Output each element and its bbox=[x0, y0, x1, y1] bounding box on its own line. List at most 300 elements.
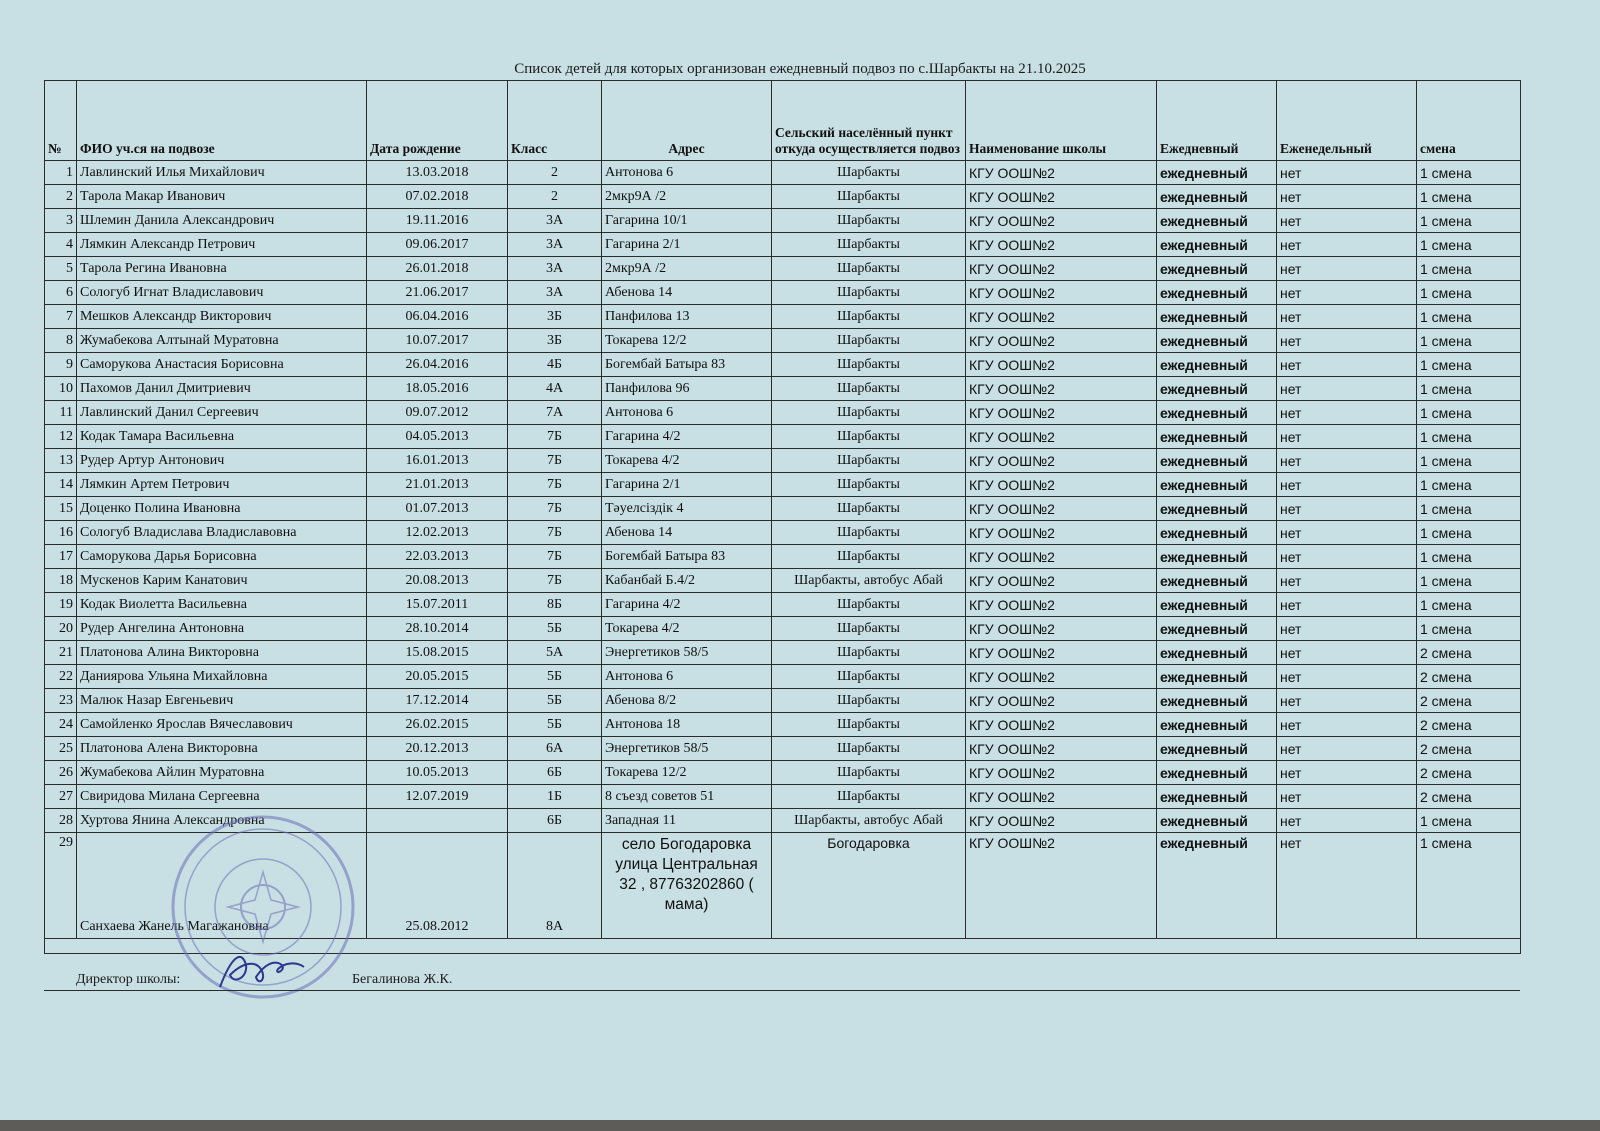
table-row bbox=[45, 425, 1521, 449]
row-birth: 13.03.2018 bbox=[367, 161, 508, 185]
row-address: Антонова 18 bbox=[602, 713, 772, 737]
row-class: 7Б bbox=[508, 449, 602, 473]
row-address: Гагарина 4/2 bbox=[602, 593, 772, 617]
row-weekly: нет bbox=[1277, 785, 1417, 809]
row-class: 7Б bbox=[508, 569, 602, 593]
row-address: 8 съезд советов 51 bbox=[602, 785, 772, 809]
row-shift: 1 смена bbox=[1417, 593, 1521, 617]
row-locality: Шарбакты bbox=[772, 593, 966, 617]
row-birth: 25.08.2012 bbox=[367, 833, 508, 939]
row-class: 6А bbox=[508, 737, 602, 761]
row-locality: Шарбакты bbox=[772, 185, 966, 209]
row-weekly: нет bbox=[1277, 353, 1417, 377]
row-num: 10 bbox=[45, 377, 77, 401]
row-class: 8Б bbox=[508, 593, 602, 617]
row-school: КГУ ООШ№2 bbox=[966, 617, 1157, 641]
row-class: 7Б bbox=[508, 473, 602, 497]
row-weekly: нет bbox=[1277, 161, 1417, 185]
row-weekly: нет bbox=[1277, 713, 1417, 737]
row-fio: Кодак Виолетта Васильевна bbox=[77, 593, 367, 617]
row-num: 15 bbox=[45, 497, 77, 521]
row-school: КГУ ООШ№2 bbox=[966, 665, 1157, 689]
row-fio: Кодак Тамара Васильевна bbox=[77, 425, 367, 449]
row-fio: Малюк Назар Евгеньевич bbox=[77, 689, 367, 713]
row-fio: Даниярова Ульяна Михайловна bbox=[77, 665, 367, 689]
row-shift: 1 смена bbox=[1417, 377, 1521, 401]
row-weekly: нет bbox=[1277, 185, 1417, 209]
row-class: 6Б bbox=[508, 761, 602, 785]
row-birth: 16.01.2013 bbox=[367, 449, 508, 473]
table-row bbox=[45, 305, 1521, 329]
row-num: 24 bbox=[45, 713, 77, 737]
row-num: 21 bbox=[45, 641, 77, 665]
row-daily: ежедневный bbox=[1157, 521, 1277, 545]
row-locality: Шарбакты, автобус Абай bbox=[772, 809, 966, 833]
row-school: КГУ ООШ№2 bbox=[966, 209, 1157, 233]
row-address: Энергетиков 58/5 bbox=[602, 641, 772, 665]
row-address: Гагарина 2/1 bbox=[602, 233, 772, 257]
row-shift: 1 смена bbox=[1417, 401, 1521, 425]
row-school: КГУ ООШ№2 bbox=[966, 329, 1157, 353]
row-birth: 01.07.2013 bbox=[367, 497, 508, 521]
row-weekly: нет bbox=[1277, 689, 1417, 713]
row-fio: Хуртова Янина Александровна bbox=[77, 809, 367, 833]
row-daily: ежедневный bbox=[1157, 737, 1277, 761]
table-row bbox=[45, 281, 1521, 305]
row-shift: 2 смена bbox=[1417, 689, 1521, 713]
table-row bbox=[45, 785, 1521, 809]
table-row bbox=[45, 401, 1521, 425]
row-daily: ежедневный bbox=[1157, 641, 1277, 665]
row-daily: ежедневный bbox=[1157, 593, 1277, 617]
row-address: Токарева 12/2 bbox=[602, 761, 772, 785]
row-shift: 1 смена bbox=[1417, 305, 1521, 329]
row-num: 6 bbox=[45, 281, 77, 305]
row-weekly: нет bbox=[1277, 833, 1417, 939]
row-shift: 2 смена bbox=[1417, 641, 1521, 665]
row-class: 5Б bbox=[508, 689, 602, 713]
row-daily: ежедневный bbox=[1157, 713, 1277, 737]
row-shift: 1 смена bbox=[1417, 281, 1521, 305]
row-birth: 21.01.2013 bbox=[367, 473, 508, 497]
row-daily: ежедневный bbox=[1157, 497, 1277, 521]
row-locality: Шарбакты bbox=[772, 449, 966, 473]
row-daily: ежедневный bbox=[1157, 305, 1277, 329]
row-birth: 28.10.2014 bbox=[367, 617, 508, 641]
row-shift: 1 смена bbox=[1417, 473, 1521, 497]
row-num: 9 bbox=[45, 353, 77, 377]
row-locality: Шарбакты bbox=[772, 521, 966, 545]
table-row bbox=[45, 161, 1521, 185]
row-locality: Шарбакты bbox=[772, 257, 966, 281]
row-class: 5Б bbox=[508, 617, 602, 641]
row-school: КГУ ООШ№2 bbox=[966, 449, 1157, 473]
row-shift: 1 смена bbox=[1417, 425, 1521, 449]
table-row bbox=[45, 617, 1521, 641]
row-shift: 1 смена bbox=[1417, 833, 1521, 939]
row-weekly: нет bbox=[1277, 425, 1417, 449]
row-weekly: нет bbox=[1277, 617, 1417, 641]
header-weekly: Еженедельный bbox=[1277, 81, 1417, 161]
row-fio: Саморукова Анастасия Борисовна bbox=[77, 353, 367, 377]
row-school: КГУ ООШ№2 bbox=[966, 185, 1157, 209]
table-row bbox=[45, 449, 1521, 473]
header-class: Класс bbox=[508, 81, 602, 161]
row-locality: Шарбакты bbox=[772, 425, 966, 449]
row-fio: Лавлинский Илья Михайлович bbox=[77, 161, 367, 185]
row-locality: Шарбакты bbox=[772, 233, 966, 257]
row-shift: 2 смена bbox=[1417, 665, 1521, 689]
row-weekly: нет bbox=[1277, 281, 1417, 305]
table-row bbox=[45, 233, 1521, 257]
row-weekly: нет bbox=[1277, 737, 1417, 761]
row-num: 20 bbox=[45, 617, 77, 641]
row-birth: 10.05.2013 bbox=[367, 761, 508, 785]
row-num: 13 bbox=[45, 449, 77, 473]
row-school: КГУ ООШ№2 bbox=[966, 641, 1157, 665]
row-address: Энергетиков 58/5 bbox=[602, 737, 772, 761]
row-locality: Шарбакты bbox=[772, 305, 966, 329]
row-daily: ежедневный bbox=[1157, 353, 1277, 377]
row-address: Гагарина 10/1 bbox=[602, 209, 772, 233]
row-class: 1Б bbox=[508, 785, 602, 809]
row-birth: 10.07.2017 bbox=[367, 329, 508, 353]
row-weekly: нет bbox=[1277, 809, 1417, 833]
row-weekly: нет bbox=[1277, 593, 1417, 617]
table-row bbox=[45, 593, 1521, 617]
row-num: 23 bbox=[45, 689, 77, 713]
row-fio: Саморукова Дарья Борисовна bbox=[77, 545, 367, 569]
row-shift: 1 смена bbox=[1417, 185, 1521, 209]
row-school: КГУ ООШ№2 bbox=[966, 569, 1157, 593]
row-shift: 2 смена bbox=[1417, 761, 1521, 785]
row-birth: 06.04.2016 bbox=[367, 305, 508, 329]
row-school: КГУ ООШ№2 bbox=[966, 689, 1157, 713]
row-school: КГУ ООШ№2 bbox=[966, 785, 1157, 809]
row-fio: Шлемин Данила Александрович bbox=[77, 209, 367, 233]
row-birth: 12.07.2019 bbox=[367, 785, 508, 809]
row-fio: Сологуб Игнат Владиславович bbox=[77, 281, 367, 305]
row-fio: Лямкин Артем Петрович bbox=[77, 473, 367, 497]
row-fio: Жумабекова Айлин Муратовна bbox=[77, 761, 367, 785]
row-locality: Шарбакты bbox=[772, 545, 966, 569]
row-locality: Шарбакты bbox=[772, 401, 966, 425]
row-fio: Тарола Макар Иванович bbox=[77, 185, 367, 209]
row-daily: ежедневный bbox=[1157, 209, 1277, 233]
table-row bbox=[45, 737, 1521, 761]
row-address: Богембай Батыра 83 bbox=[602, 545, 772, 569]
row-fio: Платонова Алина Викторовна bbox=[77, 641, 367, 665]
footer-rule bbox=[44, 990, 1520, 991]
row-class: 6Б bbox=[508, 809, 602, 833]
row-shift: 1 смена bbox=[1417, 209, 1521, 233]
row-weekly: нет bbox=[1277, 545, 1417, 569]
row-birth: 15.07.2011 bbox=[367, 593, 508, 617]
row-shift: 1 смена bbox=[1417, 617, 1521, 641]
row-daily: ежедневный bbox=[1157, 617, 1277, 641]
row-school: КГУ ООШ№2 bbox=[966, 377, 1157, 401]
row-locality: Шарбакты bbox=[772, 497, 966, 521]
row-shift: 1 смена bbox=[1417, 353, 1521, 377]
row-num: 7 bbox=[45, 305, 77, 329]
row-num: 3 bbox=[45, 209, 77, 233]
row-birth: 15.08.2015 bbox=[367, 641, 508, 665]
header-school: Наименование школы bbox=[966, 81, 1157, 161]
row-num: 8 bbox=[45, 329, 77, 353]
row-school: КГУ ООШ№2 bbox=[966, 545, 1157, 569]
header-shift: смена bbox=[1417, 81, 1521, 161]
row-birth: 09.06.2017 bbox=[367, 233, 508, 257]
row-birth: 26.01.2018 bbox=[367, 257, 508, 281]
row-birth: 18.05.2016 bbox=[367, 377, 508, 401]
row-school: КГУ ООШ№2 bbox=[966, 281, 1157, 305]
row-birth: 21.06.2017 bbox=[367, 281, 508, 305]
row-school: КГУ ООШ№2 bbox=[966, 305, 1157, 329]
row-birth: 22.03.2013 bbox=[367, 545, 508, 569]
row-weekly: нет bbox=[1277, 377, 1417, 401]
row-daily: ежедневный bbox=[1157, 425, 1277, 449]
row-daily: ежедневный bbox=[1157, 257, 1277, 281]
row-fio: Тарола Регина Ивановна bbox=[77, 257, 367, 281]
row-daily: ежедневный bbox=[1157, 809, 1277, 833]
row-fio: Лямкин Александр Петрович bbox=[77, 233, 367, 257]
row-school: КГУ ООШ№2 bbox=[966, 833, 1157, 939]
row-class: 8А bbox=[508, 833, 602, 939]
row-weekly: нет bbox=[1277, 761, 1417, 785]
row-class: 5Б bbox=[508, 665, 602, 689]
row-address: Абенова 14 bbox=[602, 521, 772, 545]
row-address: Панфилова 13 bbox=[602, 305, 772, 329]
row-school: КГУ ООШ№2 bbox=[966, 593, 1157, 617]
row-daily: ежедневный bbox=[1157, 545, 1277, 569]
row-class: 7Б bbox=[508, 545, 602, 569]
row-daily: ежедневный bbox=[1157, 689, 1277, 713]
row-shift: 1 смена bbox=[1417, 809, 1521, 833]
row-fio: Жумабекова Алтынай Муратовна bbox=[77, 329, 367, 353]
row-fio: Пахомов Данил Дмитриевич bbox=[77, 377, 367, 401]
row-class: 4А bbox=[508, 377, 602, 401]
row-daily: ежедневный bbox=[1157, 161, 1277, 185]
header-row bbox=[45, 81, 1521, 161]
row-birth: 26.02.2015 bbox=[367, 713, 508, 737]
row-num: 16 bbox=[45, 521, 77, 545]
row-shift: 2 смена bbox=[1417, 785, 1521, 809]
row-num: 4 bbox=[45, 233, 77, 257]
row-class: 3А bbox=[508, 209, 602, 233]
header-daily: Ежедневный bbox=[1157, 81, 1277, 161]
row-num: 27 bbox=[45, 785, 77, 809]
row-daily: ежедневный bbox=[1157, 473, 1277, 497]
row-address: Кабанбай Б.4/2 bbox=[602, 569, 772, 593]
row-shift: 1 смена bbox=[1417, 161, 1521, 185]
row-locality: Шарбакты bbox=[772, 713, 966, 737]
row-weekly: нет bbox=[1277, 473, 1417, 497]
row-address: Токарева 12/2 bbox=[602, 329, 772, 353]
row-class: 3Б bbox=[508, 329, 602, 353]
table-row bbox=[45, 689, 1521, 713]
row-shift: 1 смена bbox=[1417, 521, 1521, 545]
row-class: 7А bbox=[508, 401, 602, 425]
row-class: 7Б bbox=[508, 425, 602, 449]
row-locality: Шарбакты bbox=[772, 209, 966, 233]
row-weekly: нет bbox=[1277, 521, 1417, 545]
header-birth: Дата рождение bbox=[367, 81, 508, 161]
row-class: 3А bbox=[508, 257, 602, 281]
table-row bbox=[45, 257, 1521, 281]
header-locality: Сельский населённый пункт откуда осуществляется подвоз bbox=[772, 81, 966, 161]
row-locality: Шарбакты bbox=[772, 689, 966, 713]
row-school: КГУ ООШ№2 bbox=[966, 401, 1157, 425]
row-num: 11 bbox=[45, 401, 77, 425]
table-row bbox=[45, 209, 1521, 233]
row-weekly: нет bbox=[1277, 569, 1417, 593]
row-shift: 1 смена bbox=[1417, 569, 1521, 593]
row-address: Антонова 6 bbox=[602, 161, 772, 185]
row-daily: ежедневный bbox=[1157, 665, 1277, 689]
row-num: 29 bbox=[45, 833, 77, 939]
row-address: Панфилова 96 bbox=[602, 377, 772, 401]
table-row bbox=[45, 377, 1521, 401]
table-row bbox=[45, 545, 1521, 569]
row-school: КГУ ООШ№2 bbox=[966, 521, 1157, 545]
row-num: 22 bbox=[45, 665, 77, 689]
row-locality: Шарбакты bbox=[772, 785, 966, 809]
director-signature bbox=[212, 945, 312, 995]
row-class: 5А bbox=[508, 641, 602, 665]
row-num: 1 bbox=[45, 161, 77, 185]
row-fio: Рудер Артур Антонович bbox=[77, 449, 367, 473]
table-row bbox=[45, 473, 1521, 497]
table-row bbox=[45, 665, 1521, 689]
row-birth bbox=[367, 809, 508, 833]
table-row bbox=[45, 641, 1521, 665]
row-fio: Мешков Александр Викторович bbox=[77, 305, 367, 329]
row-address: Абенова 8/2 bbox=[602, 689, 772, 713]
row-num: 2 bbox=[45, 185, 77, 209]
row-birth: 19.11.2016 bbox=[367, 209, 508, 233]
row-birth: 04.05.2013 bbox=[367, 425, 508, 449]
row-shift: 1 смена bbox=[1417, 233, 1521, 257]
row-school: КГУ ООШ№2 bbox=[966, 257, 1157, 281]
row-shift: 1 смена bbox=[1417, 497, 1521, 521]
row-shift: 2 смена bbox=[1417, 737, 1521, 761]
row-num: 12 bbox=[45, 425, 77, 449]
row-school: КГУ ООШ№2 bbox=[966, 473, 1157, 497]
table-row bbox=[45, 569, 1521, 593]
row-weekly: нет bbox=[1277, 329, 1417, 353]
row-class: 2 bbox=[508, 185, 602, 209]
row-locality: Шарбакты bbox=[772, 617, 966, 641]
row-fio: Платонова Алена Викторовна bbox=[77, 737, 367, 761]
row-fio: Мускенов Карим Канатович bbox=[77, 569, 367, 593]
table-row bbox=[45, 185, 1521, 209]
row-locality: Шарбакты bbox=[772, 665, 966, 689]
row-daily: ежедневный bbox=[1157, 281, 1277, 305]
row-school: КГУ ООШ№2 bbox=[966, 761, 1157, 785]
row-birth: 26.04.2016 bbox=[367, 353, 508, 377]
row-class: 2 bbox=[508, 161, 602, 185]
table-row bbox=[45, 353, 1521, 377]
row-locality: Шарбакты bbox=[772, 353, 966, 377]
row-fio: Самойленко Ярослав Вячеславович bbox=[77, 713, 367, 737]
row-address: село Богодаровка улица Центральная 32 , 87763202860 ( мама) bbox=[602, 833, 772, 939]
row-address: Абенова 14 bbox=[602, 281, 772, 305]
row-daily: ежедневный bbox=[1157, 833, 1277, 939]
director-name: Бегалинова Ж.К. bbox=[352, 972, 453, 987]
row-num: 17 bbox=[45, 545, 77, 569]
row-daily: ежедневный bbox=[1157, 761, 1277, 785]
row-num: 5 bbox=[45, 257, 77, 281]
row-weekly: нет bbox=[1277, 233, 1417, 257]
row-class: 7Б bbox=[508, 497, 602, 521]
row-address: Токарева 4/2 bbox=[602, 449, 772, 473]
row-num: 19 bbox=[45, 593, 77, 617]
row-school: КГУ ООШ№2 bbox=[966, 497, 1157, 521]
row-birth: 17.12.2014 bbox=[367, 689, 508, 713]
row-school: КГУ ООШ№2 bbox=[966, 425, 1157, 449]
row-school: КГУ ООШ№2 bbox=[966, 713, 1157, 737]
row-weekly: нет bbox=[1277, 401, 1417, 425]
row-shift: 2 смена bbox=[1417, 713, 1521, 737]
row-school: КГУ ООШ№2 bbox=[966, 161, 1157, 185]
row-school: КГУ ООШ№2 bbox=[966, 233, 1157, 257]
row-daily: ежедневный bbox=[1157, 785, 1277, 809]
row-class: 3Б bbox=[508, 305, 602, 329]
row-class: 5Б bbox=[508, 713, 602, 737]
row-num: 18 bbox=[45, 569, 77, 593]
header-num: № bbox=[45, 81, 77, 161]
row-weekly: нет bbox=[1277, 665, 1417, 689]
row-weekly: нет bbox=[1277, 305, 1417, 329]
row-address: Антонова 6 bbox=[602, 665, 772, 689]
row-class: 3А bbox=[508, 233, 602, 257]
row-fio: Сологуб Владислава Владиславовна bbox=[77, 521, 367, 545]
table-row bbox=[45, 329, 1521, 353]
row-num: 25 bbox=[45, 737, 77, 761]
row-birth: 07.02.2018 bbox=[367, 185, 508, 209]
row-birth: 09.07.2012 bbox=[367, 401, 508, 425]
row-locality: Шарбакты bbox=[772, 761, 966, 785]
row-school: КГУ ООШ№2 bbox=[966, 737, 1157, 761]
row-address: Западная 11 bbox=[602, 809, 772, 833]
row-fio: Свиридова Милана Сергеевна bbox=[77, 785, 367, 809]
row-address: Тәуелсіздік 4 bbox=[602, 497, 772, 521]
row-birth: 20.08.2013 bbox=[367, 569, 508, 593]
row-daily: ежедневный bbox=[1157, 329, 1277, 353]
header-fio: ФИО уч.ся на подвозе bbox=[77, 81, 367, 161]
row-daily: ежедневный bbox=[1157, 569, 1277, 593]
row-class: 7Б bbox=[508, 521, 602, 545]
row-weekly: нет bbox=[1277, 497, 1417, 521]
row-daily: ежедневный bbox=[1157, 233, 1277, 257]
row-daily: ежедневный bbox=[1157, 401, 1277, 425]
row-address: Богембай Батыра 83 bbox=[602, 353, 772, 377]
row-address: Антонова 6 bbox=[602, 401, 772, 425]
row-fio: Лавлинский Данил Сергеевич bbox=[77, 401, 367, 425]
row-shift: 1 смена bbox=[1417, 449, 1521, 473]
row-birth: 20.05.2015 bbox=[367, 665, 508, 689]
row-address: Токарева 4/2 bbox=[602, 617, 772, 641]
page-title: Список детей для которых организован ежедневный подвоз по с.Шарбакты на 21.10.2025 bbox=[514, 61, 1086, 77]
row-address: Гагарина 2/1 bbox=[602, 473, 772, 497]
header-address: Адрес bbox=[602, 81, 772, 161]
row-num: 28 bbox=[45, 809, 77, 833]
director-label: Директор школы: bbox=[76, 972, 181, 987]
row-fio: Санхаева Жанель Магажановна bbox=[77, 833, 367, 939]
row-locality: Шарбакты, автобус Абай bbox=[772, 569, 966, 593]
row-school: КГУ ООШ№2 bbox=[966, 353, 1157, 377]
row-locality: Шарбакты bbox=[772, 161, 966, 185]
